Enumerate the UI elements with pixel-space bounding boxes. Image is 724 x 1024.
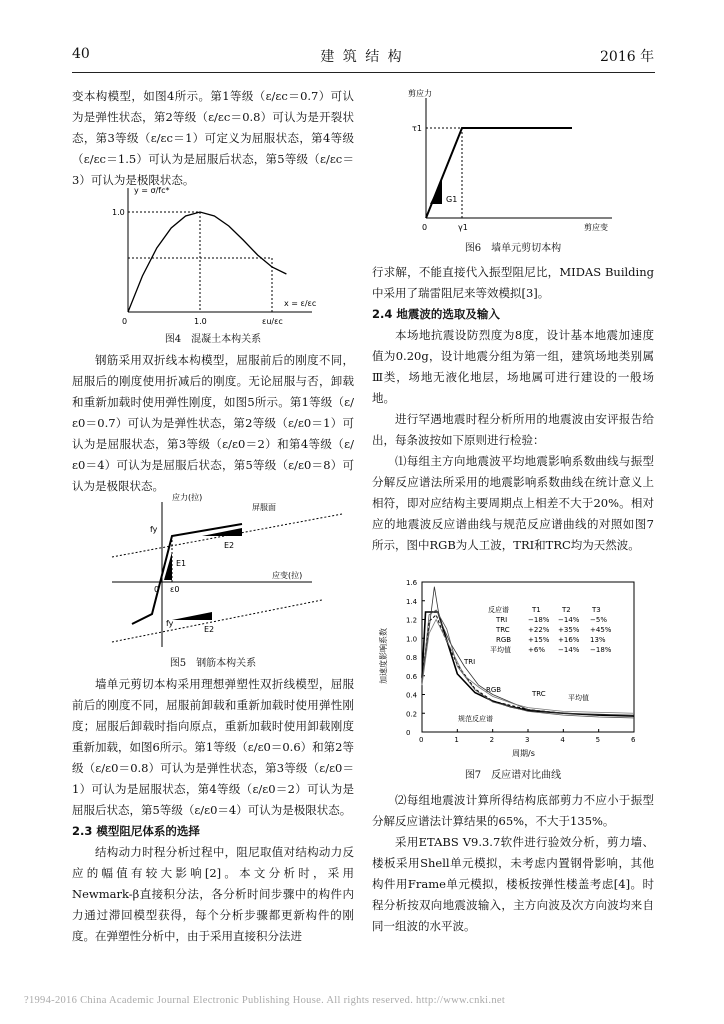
fig7-row2-c2: +16%	[558, 636, 580, 644]
left-col-top	[72, 86, 354, 191]
fig7-row2-c3: 13%	[590, 636, 606, 644]
fig7-y-tick-label: 1.4	[406, 597, 418, 606]
fig5-e2: E2	[224, 541, 235, 550]
fig5-x-label: 应变(拉)	[272, 571, 303, 580]
right-para-3: 进行罕遇地震时程分析所用的地震波由安评报告给出，每条波按如下原则进行检验：	[372, 412, 654, 447]
fig7-label-rgb: RGB	[486, 686, 502, 694]
fig6-y-label: 剪应力	[408, 89, 432, 98]
left-para-1: 变本构模型，如图4所示。第1等级（ε/εc＝0.7）可认为是弹性状态，第2等级（ε/εc＝0.8）可认为是开裂状态，第3等级（ε/εc＝1）可定义为屈服状态，第4等级（ε/εc＝1.5）可认为是屈服后状态，第5等级（ε/εc＝3）可认为是极限状态。	[72, 89, 354, 187]
fig6-g-wedge	[430, 180, 442, 204]
fig5-envelope-label: 屏服面	[252, 503, 276, 512]
fig7-x-tick-label: 1	[454, 736, 459, 744]
fig7-x-tick-label: 6	[631, 736, 636, 744]
fig5-origin: 0	[154, 585, 160, 594]
fig7-table-h2: T2	[562, 606, 571, 614]
right-para-4: ⑴每组主方向地震波平均地震影响系数曲线与振型分解反应谱法所采用的地震影响系数曲线在统计意义上相符，即对应结构主要周期点上相差不大于20%。相对应的地震波反应谱曲线与规范反应谱曲线的对照如图7所示，图中RGB为人工波，TRI和TRC均为天然波。	[372, 454, 654, 552]
fig7-y-label: 加速度影响系数	[379, 628, 388, 684]
fig5-eps0: ε0	[170, 585, 180, 594]
fig4-y-label: y = σ/fc*	[134, 186, 170, 195]
fig7-row2-c1: +15%	[528, 636, 550, 644]
fig7-y-tick-label: 1.2	[406, 616, 418, 625]
fig7-caption: 图7 反应谱对比曲线	[464, 770, 562, 781]
page-number: 40	[72, 46, 90, 62]
fig7-row0-c1: −18%	[528, 616, 550, 624]
fig5-yield-surface-lower	[112, 600, 322, 642]
fig7-row1-c1: +22%	[528, 626, 550, 634]
right-col-top	[372, 262, 654, 556]
fig5-y-label: 应力(拉)	[172, 493, 203, 502]
left-para-2: 钢筋采用双折线本构模型，屈服前后的刚度不同，屈服后的刚度使用折减后的刚度。无论屈服与否，卸载和重新加载时使用弹性刚度，如图5所示。第1等级（ε/ε0＝0.7）可认为是弹性状态，第2等级（ε/ε0＝1）可认为是屈服状态，第3等级（ε/ε0＝2）和第4等级（ε/ε0＝4）可认为是屈服后状态，第5等级（ε/ε0＝8）可认为是极限状态。	[72, 353, 354, 493]
fig7-y-tick-label: 0.2	[406, 710, 418, 719]
figure-7	[372, 564, 654, 760]
fig4-tick-y: 1.0	[112, 208, 125, 217]
fig7-y-tick-label: 0.4	[406, 691, 418, 700]
figure-5	[72, 492, 354, 652]
fig7-row1-c0: TRC	[496, 626, 510, 634]
fig7-label-avg: 平均值	[568, 694, 589, 702]
fig7-x-tick-label: 4	[560, 736, 565, 744]
fig4-curve	[128, 212, 286, 312]
fig7-x-tick-label: 3	[525, 736, 530, 744]
fig5-e2b: E2	[204, 625, 215, 634]
left-para-3: 墙单元剪切本构采用理想弹塑性双折线模型，屈服前后的刚度不同，屈服前卸载和重新加载时使用弹性刚度；屈服后卸载时指向原点，重新加载时使用卸载刚度重新加载，如图6所示。第1等级（ε/ε0＝0.6）和第2等级（ε/ε0＝0.8）可认为是弹性状态，第3等级（ε/ε0＝1）可认为是屈服状态，第4等级（ε/ε0＝2）可认为是屈服后状态，第5等级（ε/ε0＝4）可认为是极限状态。	[72, 677, 354, 817]
fig4-caption: 图4 混凝土本构关系	[164, 334, 262, 345]
figure-4	[72, 178, 354, 336]
right-para-6: 采用ETABS V9.3.7软件进行验效分析，剪力墙、楼板采用Shell单元模拟，未考虑内置钢骨影响，其他构件用Frame单元模拟，楼板按弹性楼盖考虑[4]。时程分析按双向地震波输入，主方向波及次方向波均来自同一组波的水平波。	[372, 835, 654, 933]
fig7-label-code: 规范反应谱	[458, 715, 493, 723]
fig7-row0-c0: TRI	[496, 616, 508, 624]
copyright-footer: ?1994-2016 China Academic Journal Electronic Publishing House. All rights reserved. http://www.cnki.net	[24, 995, 506, 1006]
fig5-fy: fy	[150, 525, 158, 534]
fig4-origin: 0	[122, 317, 128, 326]
journal-year: 2016 年	[600, 49, 655, 65]
fig6-origin: 0	[422, 223, 428, 232]
fig7-row1-c3: +45%	[590, 626, 612, 634]
fig7-table-h0: 反应谱	[488, 606, 509, 614]
fig7-row3-c2: −14%	[558, 646, 580, 654]
left-col-bottom	[72, 674, 354, 947]
fig6-tau: τ1	[412, 124, 422, 133]
fig7-x-tick-label: 0	[419, 736, 424, 744]
fig6-x-label: 剪应变	[584, 223, 608, 232]
right-col-bottom	[372, 790, 654, 937]
left-col-mid	[72, 350, 354, 497]
right-para-2: 本场地抗震设防烈度为8度，设计基本地震加速度值为0.20g，设计地震分组为第一组，建筑场地类别属Ⅲ类，场地无液化地层，场地属可进行建设的一般场地。	[372, 328, 654, 405]
fig7-y-tick-label: 1.0	[406, 635, 418, 644]
fig7-row2-c0: RGB	[496, 636, 512, 644]
figure-6	[372, 84, 654, 234]
fig6-gamma: γ1	[458, 223, 468, 232]
fig4-tick-xu: εu/εc	[262, 317, 283, 326]
fig5-fy-neg: fy	[166, 619, 174, 628]
fig7-y-tick-label: 0.6	[406, 672, 418, 681]
fig5-curve	[132, 524, 242, 624]
fig7-y-tick-label: 1.6	[406, 579, 418, 587]
fig4-x-label: x = ε/εc	[284, 299, 317, 308]
fig7-x-label: 周期/s	[512, 749, 535, 758]
fig7-row3-c1: +6%	[528, 646, 545, 654]
fig6-caption: 图6 墙单元剪切本构	[464, 243, 562, 254]
section-2-4-heading: 2.4 地震波的选取及输入	[372, 307, 500, 321]
fig7-row3-c0: 平均值	[490, 646, 511, 654]
fig7-row3-c3: −18%	[590, 646, 612, 654]
header-rule	[72, 72, 655, 73]
fig7-label-trc: TRC	[532, 690, 546, 698]
right-para-1: 行求解，不能直接代入振型阻尼比，MIDAS Building中采用了瑞雷阻尼来等效模拟[3]。	[372, 265, 654, 300]
fig4-tick-x: 1.0	[194, 317, 207, 326]
fig5-caption: 图5 钢筋本构关系	[169, 658, 257, 669]
fig7-x-tick-label: 2	[489, 736, 495, 744]
fig7-row0-c3: −5%	[590, 616, 607, 624]
fig7-label-tri: TRI	[464, 658, 476, 666]
fig7-table-h3: T3	[592, 606, 601, 614]
fig7-x-tick-label: 5	[595, 736, 601, 744]
fig6-curve	[426, 128, 572, 218]
fig7-y-tick-label: 0.8	[406, 654, 418, 662]
fig7-row1-c2: +35%	[558, 626, 580, 634]
left-para-4: 结构动力时程分析过程中，阻尼取值对结构动力反应的幅值有较大影响[2]。本文分析时，采用Newmark-β直接积分法，各分析时间步骤中的构件内力通过滞回模型获得，每个分析步骤都更新构件的刚度。在弹塑性分析中，由于采用直接积分法进	[72, 845, 354, 943]
fig7-row0-c2: −14%	[558, 616, 580, 624]
fig5-e1: E1	[176, 559, 187, 568]
fig7-table-h1: T1	[532, 606, 541, 614]
section-2-3-heading: 2.3 模型阻尼体系的选择	[72, 824, 200, 838]
fig7-y-tick-label: 0	[406, 729, 411, 737]
fig6-g: G1	[446, 195, 458, 204]
journal-title: 建 筑 结 构	[320, 49, 404, 65]
fig5-e2b-wedge	[172, 612, 212, 620]
right-para-5: ⑵每组地震波计算所得结构底部剪力不应小于振型分解反应谱法计算结果的65%，不大于135%。	[372, 793, 654, 828]
